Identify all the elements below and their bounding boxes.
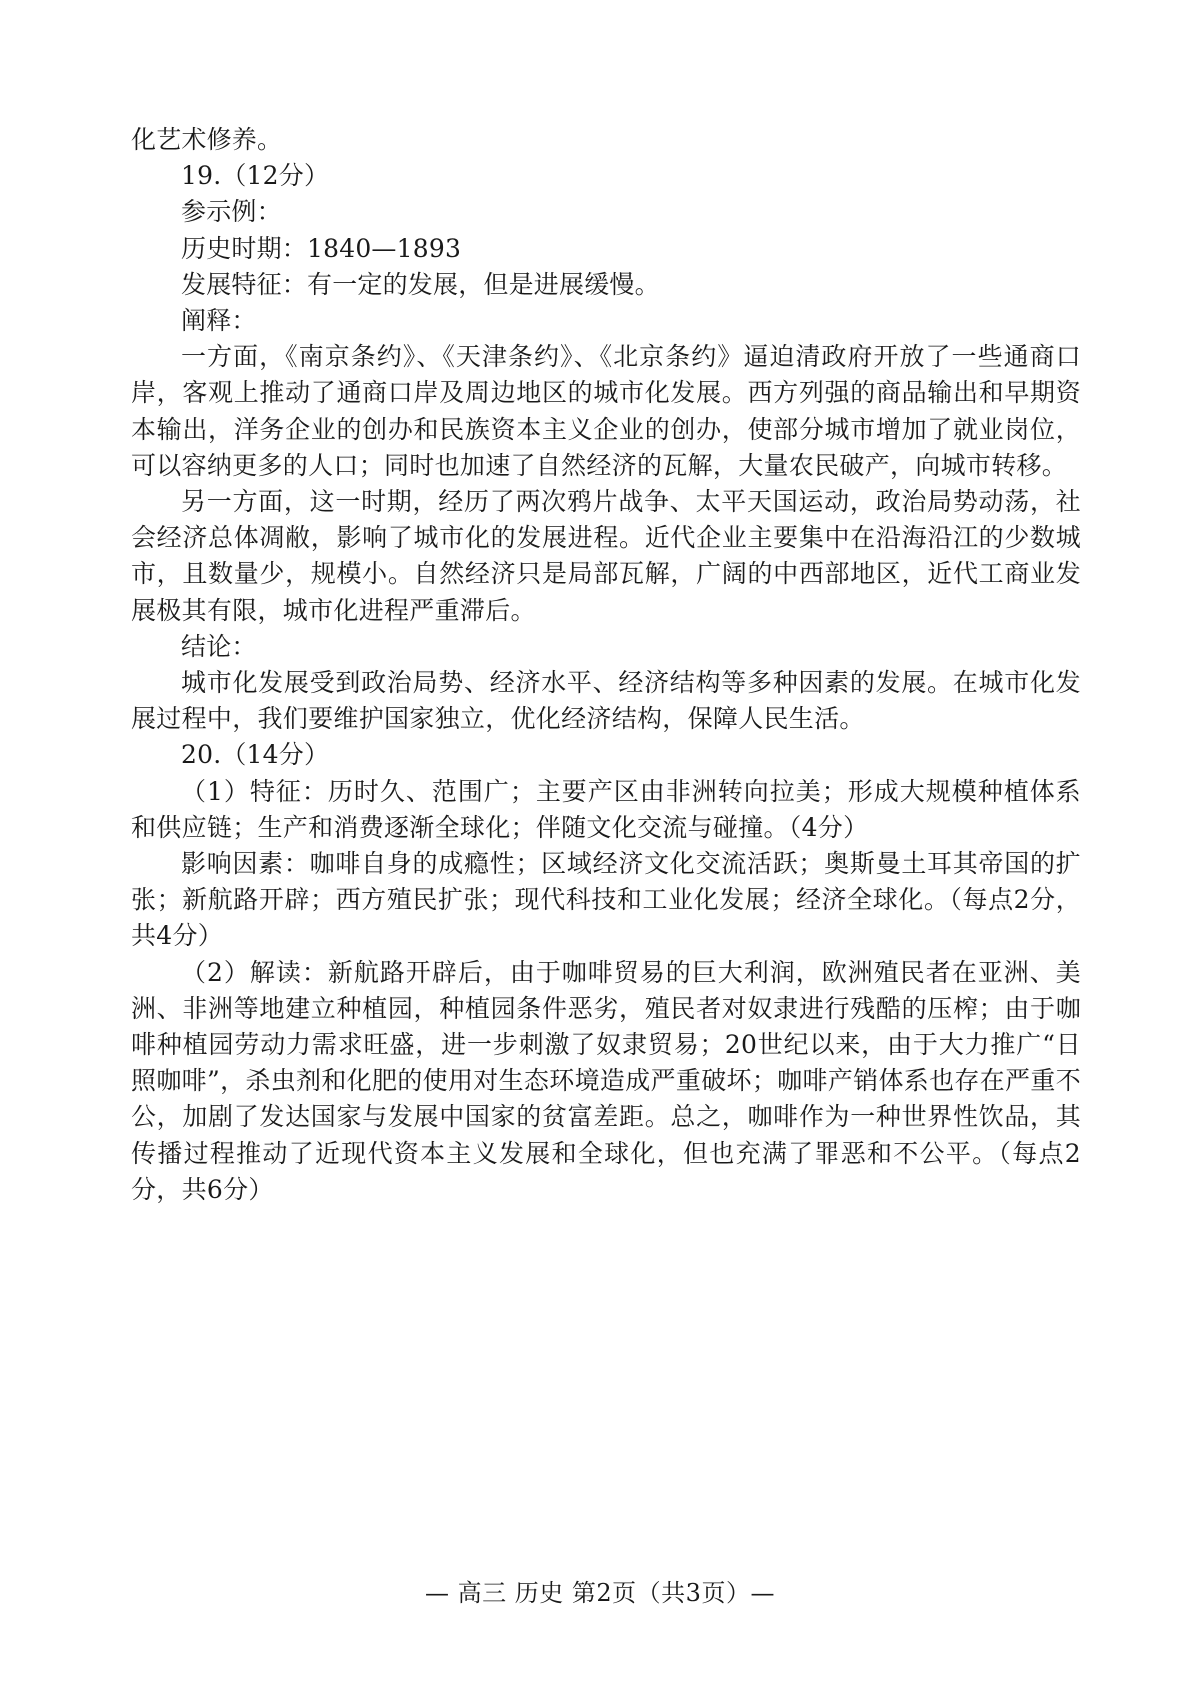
q19-explain-label: 阐释： — [181, 305, 257, 335]
q20-part-2: （2）解读：新航路开辟后，由于咖啡贸易的巨大利润，欧洲殖民者在亚洲、美洲、非洲等地建立种植园，种植园条件恶劣，殖民者对奴隶进行残酷的压榨；由于咖啡种植园劳动力需求旺盛，进一步刺激了奴隶贸易；20世纪以来，由于大力推广“日照咖啡”，杀虫剂和化肥的使用对生态环境造成严重破坏；咖啡产销体系也存在严重不公，加剧了发达国家与发展中国家的贫富差距。总之，咖啡作为一种世界性饮品，其传播过程推动了近现代资本主义发展和全球化，但也充满了罪恶和不公平。（每点2分，共6分） — [131, 957, 1081, 1204]
continuation-line: 化艺术修养。 — [131, 125, 283, 154]
q19-heading: 19.（12分） — [181, 161, 330, 191]
answer-page — [131, 122, 1081, 1208]
q19-sample-label: 参示例： — [181, 197, 282, 227]
q19-paragraph-1: 一方面，《南京条约》、《天津条约》、《北京条约》逼迫清政府开放了一些通商口岸，客观上推动了通商口岸及周边地区的城市化发展。西方列强的商品输出和早期资本输出，洋务企业的创办和民族资本主义企业的创办，使部分城市增加了就业岗位，可以容纳更多的人口；同时也加速了自然经济的瓦解，大量农民破产，向城市转移。 — [131, 342, 1081, 480]
q19-conclusion-label: 结论： — [181, 631, 257, 661]
q19-paragraph-2: 另一方面，这一时期，经历了两次鸦片战争、太平天国运动，政治局势动荡，社会经济总体凋敝，影响了城市化的发展进程。近代企业主要集中在沿海沿江的少数城市，且数量少，规模小。自然经济只是局部瓦解，广阔的中西部地区，近代工商业发展极其有限，城市化进程严重滞后。 — [131, 486, 1081, 625]
q19-feature: 发展特征：有一定的发展，但是进展缓慢。 — [181, 269, 660, 299]
q19-conclusion: 城市化发展受到政治局势、经济水平、经济结构等多种因素的发展。在城市化发展过程中，我们要维护国家独立，优化经济结构，保障人民生活。 — [131, 667, 1081, 734]
q19-period: 历史时期：1840—1893 — [181, 233, 462, 263]
q20-part-1: （1）特征：历时久、范围广；主要产区由非洲转向拉美；形成大规模种植体系和供应链；生产和消费逐渐全球化；伴随文化交流与碰撞。（4分） — [131, 776, 1081, 842]
page-footer: — 高三 历史 第2页（共3页）— — [425, 1579, 775, 1607]
q20-heading: 20.（14分） — [181, 740, 330, 770]
q20-factors: 影响因素：咖啡自身的成瘾性；区域经济文化交流活跃；奥斯曼土耳其帝国的扩张；新航路开辟；西方殖民扩张；现代科技和工业化发展；经济全球化。（每点2分，共4分） — [131, 848, 1081, 951]
